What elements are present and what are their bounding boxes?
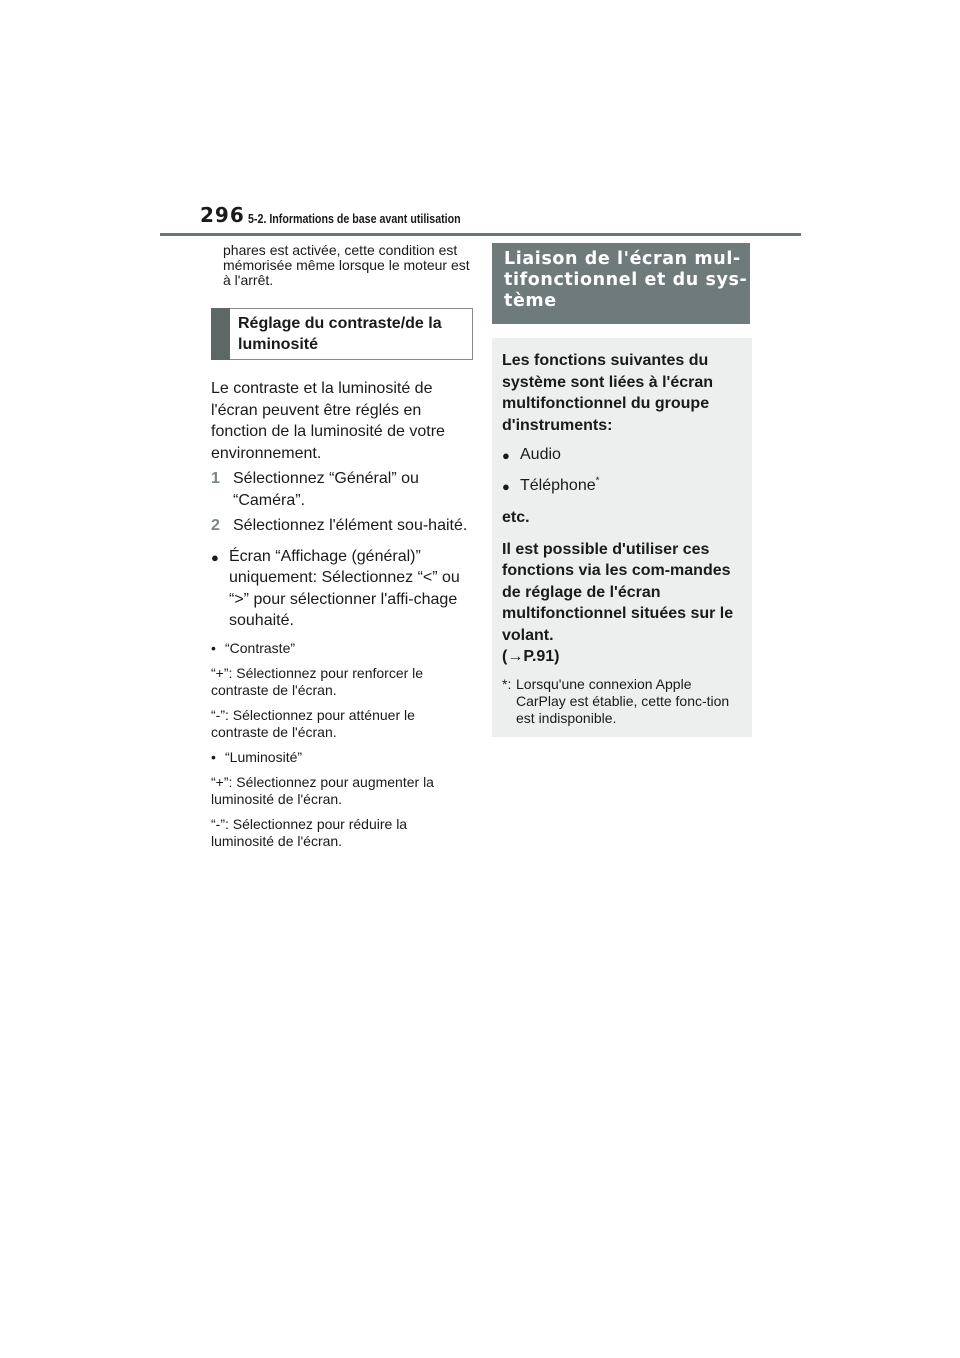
step-2 bbox=[211, 515, 473, 537]
reference-link[interactable]: P.91) bbox=[523, 648, 560, 665]
possible-text: Il est possible d'utiliser ces fonctions via les com-mandes de réglage de l'écran multifonctionnel situées sur le volant. bbox=[502, 540, 734, 644]
step-text: Sélectionnez l'élément sou-haité. bbox=[233, 517, 468, 534]
page-reference bbox=[502, 646, 740, 668]
list-item bbox=[502, 475, 740, 498]
subheading-bar bbox=[211, 308, 230, 360]
list-item bbox=[502, 444, 740, 467]
step-1 bbox=[211, 468, 473, 511]
step-number: 2 bbox=[211, 517, 220, 534]
small-bullet-icon: • bbox=[211, 748, 216, 765]
page-number: 296 bbox=[200, 203, 245, 227]
subheading-title: Réglage du contraste/de la luminosité bbox=[238, 315, 442, 353]
footnote bbox=[502, 676, 740, 727]
header-rule bbox=[160, 233, 801, 236]
bullet-text: Écran “Affichage (général)” uniquement: Sélectionnez “<” ou “>” pour sélectionner l'affi-chage souhaité. bbox=[229, 547, 460, 629]
info-box bbox=[492, 338, 752, 737]
contraste-label: “Contraste” bbox=[225, 639, 296, 656]
list-item-label: Téléphone* bbox=[520, 475, 600, 494]
luminosite-minus: “-”: Sélectionnez pour réduire la luminosité de l'écran. bbox=[211, 815, 408, 849]
footnote-text: Lorsqu'une connexion Apple CarPlay est établie, cette fonc-tion est indisponible. bbox=[516, 675, 730, 726]
contraste-plus: “+”: Sélectionnez pour renforcer le contraste de l'écran. bbox=[211, 664, 424, 698]
bullet-item bbox=[211, 546, 473, 632]
left-column bbox=[211, 243, 473, 850]
continuation-text: phares est activée, cette condition est mémorisée même lorsque le moteur est à l'arrêt. bbox=[223, 242, 470, 288]
luminosite-plus: “+”: Sélectionnez pour augmenter la luminosité de l'écran. bbox=[211, 773, 434, 807]
bullet-circle-icon: ● bbox=[211, 549, 219, 565]
step-number: 1 bbox=[211, 470, 220, 487]
section-title: 5-2. Informations de base avant utilisation bbox=[248, 211, 461, 226]
main-heading-box bbox=[492, 243, 750, 324]
luminosite-label: “Luminosité” bbox=[225, 748, 303, 765]
small-bullet-icon: • bbox=[211, 639, 216, 656]
contraste-minus: “-”: Sélectionnez pour atténuer le contraste de l'écran. bbox=[211, 706, 415, 740]
intro-paragraph: Le contraste et la luminosité de l'écran peuvent être réglés en fonction de la luminosité de votre environnement. bbox=[211, 380, 445, 462]
bullet-circle-icon: ● bbox=[502, 478, 510, 494]
bullet-circle-icon: ● bbox=[502, 448, 510, 463]
luminosite-item bbox=[211, 749, 473, 766]
right-column bbox=[492, 243, 752, 737]
step-text: Sélectionnez “Général” ou “Caméra”. bbox=[233, 470, 419, 509]
asterisk: * bbox=[595, 475, 600, 487]
info-intro: Les fonctions suivantes du système sont liées à l'écran multifonctionnel du groupe d'instruments: bbox=[502, 352, 714, 434]
main-heading-title: Liaison de l'écran mul-tifonctionnel et du sys-tème bbox=[504, 249, 748, 311]
list-item-label: Audio bbox=[520, 446, 561, 463]
reference-arrow: (→ bbox=[502, 648, 524, 665]
footnote-mark: *: bbox=[502, 675, 512, 692]
subheading-box bbox=[211, 308, 473, 360]
etc-text: etc. bbox=[502, 509, 530, 526]
contraste-item bbox=[211, 640, 473, 657]
